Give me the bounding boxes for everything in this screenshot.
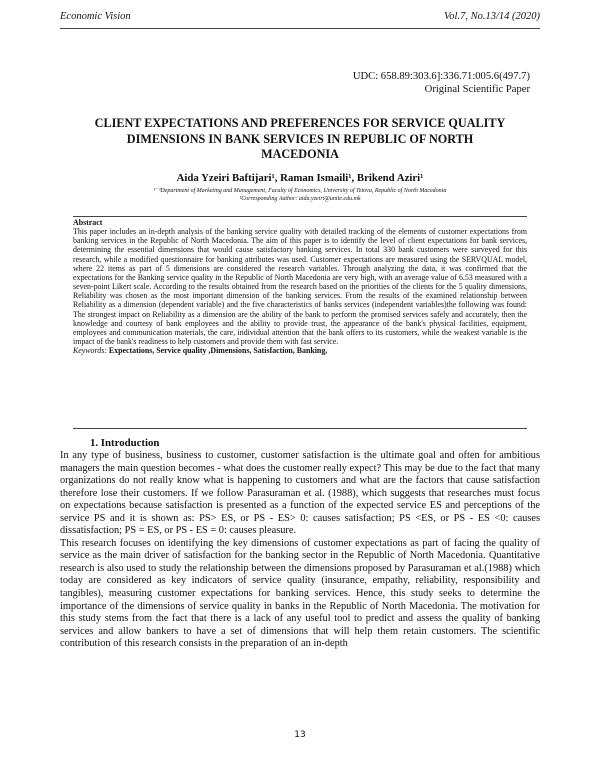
paper-meta <box>353 70 530 96</box>
body-text <box>60 450 540 651</box>
paragraph: This research focuses on identifying the key dimensions of customer expectations as part of facing the quality of service as the main driver of satisfaction for the banking sector in the Republic of North Macedonia. Quantitative research is also used to study the relationship between the dimensions proposed by Parasuraman et al.(1988) which today are considered as key indicators of service quality (insurance, empathy, reliability, responsibility and tangibles), measuring customer expectations for banking services. Hence, this study seeks to determine the importance of the dimensions of service quality in banks in the Republic of North Macedonia. The motivation for this study stems from the fact that there is a lack of any useful tool to predict and assess the quality of banking services and allow bankers to have a set of dimensions that will help them retain customers. The scientific contribution of this research consists in the preparation of an in-depth <box>60 537 540 650</box>
udc-code: UDC: 658.89:303.6]:336.71:005.6(497.7) <box>352 71 530 82</box>
corresponding-author: ¹Corresponding Author: aida.yzeiri@unite.edu.mk <box>239 196 361 202</box>
section-heading: 1. Introduction <box>90 437 160 449</box>
keywords-label: Keywords <box>73 346 105 356</box>
journal-name: Economic Vision <box>60 11 131 22</box>
author-affiliation <box>60 187 540 203</box>
abstract-rule-bottom <box>73 428 527 429</box>
affiliation-line: ¹⁻³Department of Marketing and Management, Faculty of Economics, University of Tetova, Republic of North Macedonia <box>153 188 447 194</box>
header-rule <box>60 28 540 29</box>
paper-title: CLIENT EXPECTATIONS AND PREFERENCES FOR SERVICE QUALITY DIMENSIONS IN BANK SERVICES IN REPUBLIC OF NORTH MACEDONIA <box>94 116 506 161</box>
keywords-line: Keywords: Expectations, Service quality ,Dimensions, Satisfaction, Banking, <box>73 346 328 356</box>
author-list: Aida Yzeiri Baftijari¹, Raman Ismaili¹, Brikend Aziri¹ <box>176 172 424 184</box>
page-number: 13 <box>294 730 306 740</box>
paper-type: Original Scientific Paper <box>424 84 530 95</box>
paragraph: In any type of business, business to customer, customer satisfaction is the ultimate goal and often for ambitious managers the main question becomes - what does the customer really expect? This may be due to the fact that many organizations do not really know what is happening to customers and what are the factors that cause satisfaction therefore lose their customers. If we follow Parasuraman et al. (1988), which suggests that researches must focus on expectations because satisfaction is presented as a function of the expected service ES and perceptions of the service PS and it is shown as: PS> ES, or PS - ES> 0: causes satisfaction; PS <ES, or PS - ES <0: causes dissatisfaction; PS = ES, or PS - ES = 0: causes pleasure. <box>60 450 540 537</box>
abstract-rule-top <box>73 216 527 217</box>
abstract-heading: Abstract <box>73 218 103 227</box>
keywords-text: Expectations, Service quality ,Dimensions, Satisfaction, Banking, <box>108 346 328 356</box>
abstract-text: This paper includes an in-depth analysis of the banking service quality with detailed tracking of the elements of customer expectations from banking services in the Republic of North Macedonia. The aim of this paper is to identify the level of client expectations for bank services, determining the essential dimensions that would cause satisfactory banking services. In total 330 bank customers were surveyed for this research, while a modified questionnaire for banking attributes was used. Customer expectations are measured using the SERVQUAL model, where 22 items as part of 5 dimensions are considered the research variables. Through analyzing the data, it was confirmed that the expectations for the Banking service quality in the Republic of North Macedonia are very high, with an average value of 6.53 measured with a seven-point Likert scale. According to the results obtained from the research based on the priorities of the clients for the 5 quality dimensions, Reliability was chosen as the most important dimension of the banking services. From the results of the examined relationship between Reliability as a dimension (dependent variable) and the five characteristics of banks services (independent variables)the following was found: The strongest impact on Reliability as a dimension are the ability of the bank to perform the promised services safely and accurately, then the knowledge and courtesy of bank employees and the ability to provide trust, the appearance of the bank's physical facilities, equipment, employees and communication materials, the care, individual attention that the bank offers to its customers, while the weakest variable is the impact of the bank's readiness to help customers and provide them with fast service. <box>73 227 527 347</box>
volume-info: Vol.7, No.13/14 (2020) <box>444 11 540 22</box>
abstract-block <box>73 218 527 355</box>
running-header <box>60 11 540 27</box>
